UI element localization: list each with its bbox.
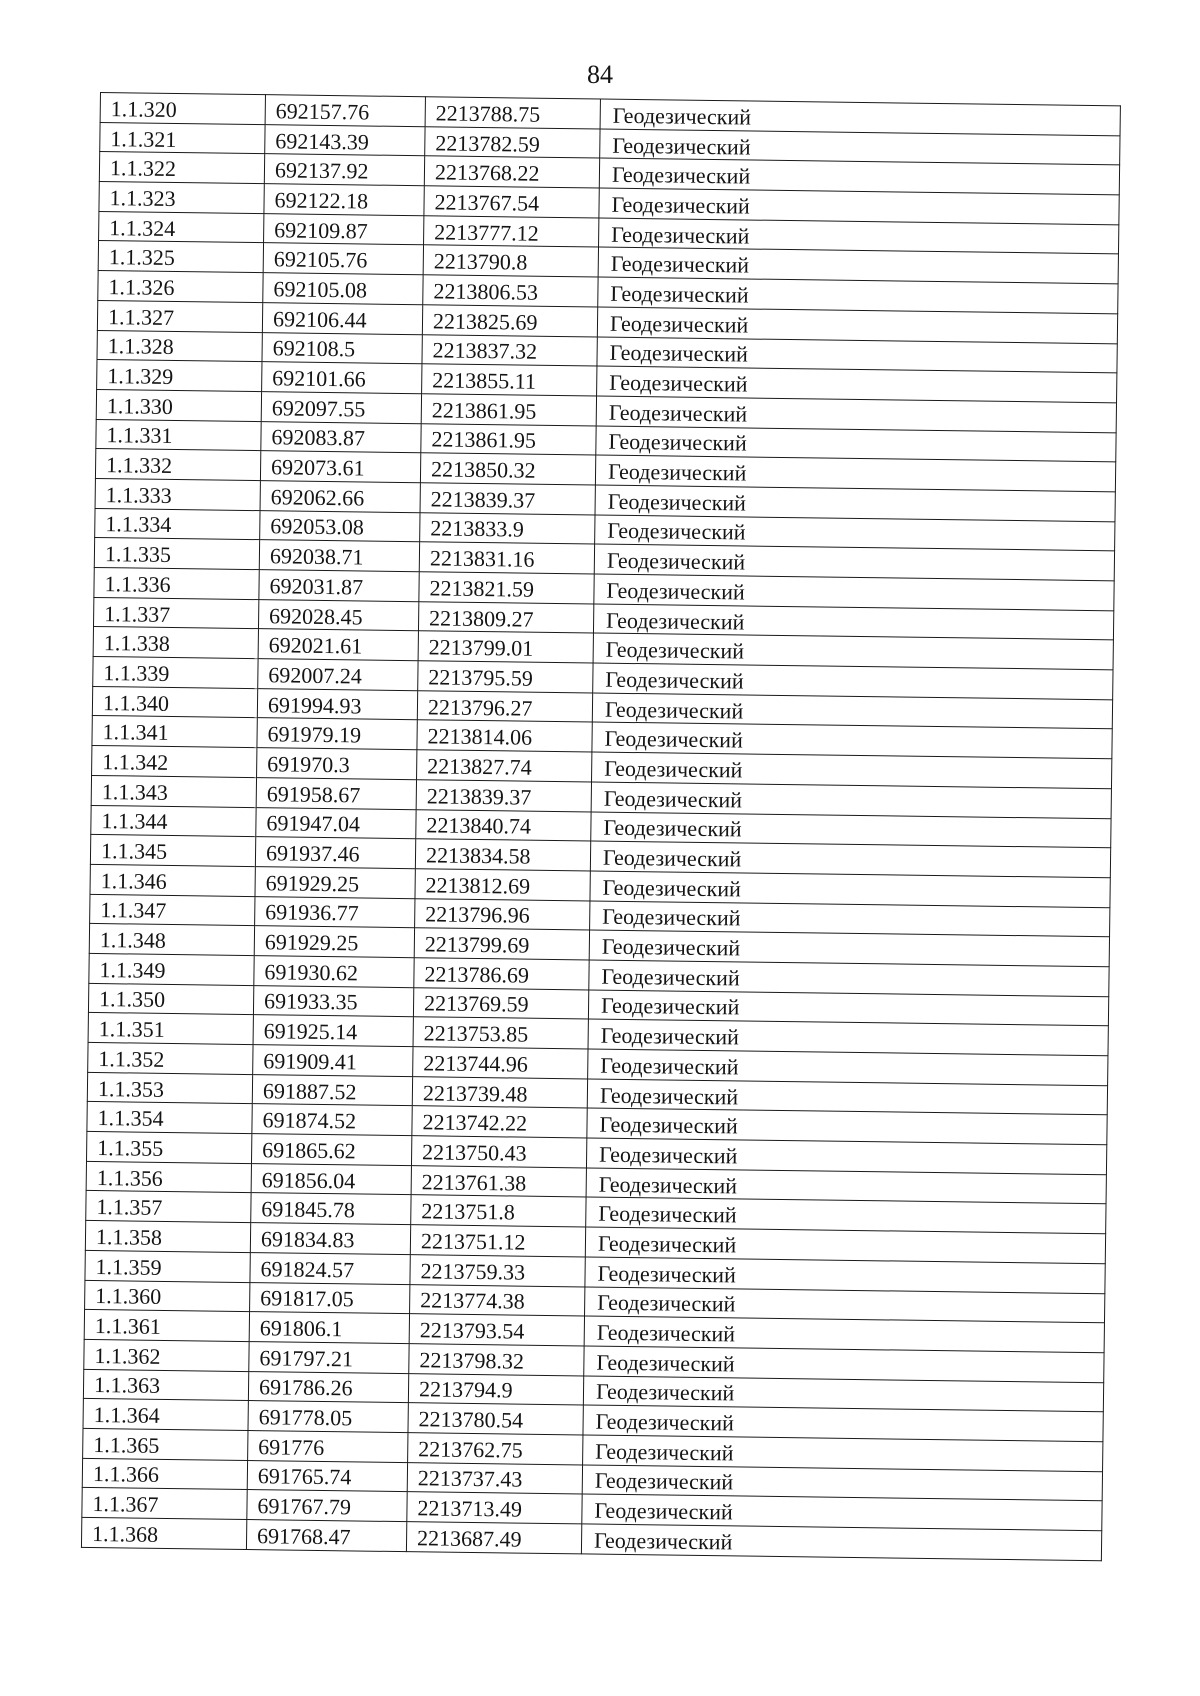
method-cell: Геодезический [583, 1376, 1103, 1412]
y-coordinate-cell: 2213840.74 [416, 809, 591, 841]
x-coordinate-cell: 691845.78 [251, 1193, 411, 1225]
method-cell: Геодезический [593, 663, 1113, 699]
point-id-cell: 1.1.343 [91, 775, 256, 807]
x-coordinate-cell: 691817.05 [250, 1282, 410, 1314]
x-coordinate-cell: 692157.76 [265, 95, 425, 127]
method-cell: Геодезический [599, 188, 1119, 224]
point-id-cell: 1.1.322 [99, 152, 264, 184]
point-id-cell: 1.1.350 [88, 983, 253, 1015]
x-coordinate-cell: 692031.87 [259, 570, 419, 602]
method-cell: Геодезический [591, 811, 1111, 847]
y-coordinate-cell: 2213806.53 [423, 275, 598, 307]
x-coordinate-cell: 691856.04 [251, 1163, 411, 1195]
x-coordinate-cell: 691778.05 [248, 1401, 408, 1433]
method-cell: Геодезический [596, 426, 1116, 462]
y-coordinate-cell: 2213782.59 [425, 126, 600, 158]
y-coordinate-cell: 2213839.37 [416, 780, 591, 812]
method-cell: Геодезический [597, 366, 1117, 402]
x-coordinate-cell: 691970.3 [257, 748, 417, 780]
method-cell: Геодезический [586, 1197, 1106, 1233]
y-coordinate-cell: 2213751.8 [411, 1195, 586, 1227]
point-id-cell: 1.1.363 [83, 1369, 248, 1401]
point-id-cell: 1.1.360 [85, 1280, 250, 1312]
method-cell: Геодезический [599, 158, 1119, 194]
x-coordinate-cell: 691776 [248, 1430, 408, 1462]
y-coordinate-cell: 2213774.38 [410, 1284, 585, 1316]
y-coordinate-cell: 2213713.49 [407, 1492, 582, 1524]
y-coordinate-cell: 2213737.43 [407, 1462, 582, 1494]
x-coordinate-cell: 691937.46 [255, 837, 415, 869]
method-cell: Геодезический [589, 960, 1109, 996]
method-cell: Геодезический [586, 1138, 1106, 1174]
y-coordinate-cell: 2213761.38 [411, 1165, 586, 1197]
y-coordinate-cell: 2213798.32 [409, 1344, 584, 1376]
point-id-cell: 1.1.366 [82, 1458, 247, 1490]
x-coordinate-cell: 691930.62 [254, 956, 414, 988]
point-id-cell: 1.1.334 [95, 508, 260, 540]
method-cell: Геодезический [594, 544, 1114, 580]
x-coordinate-cell: 692007.24 [258, 659, 418, 691]
point-id-cell: 1.1.327 [97, 300, 262, 332]
point-id-cell: 1.1.335 [94, 538, 259, 570]
coordinates-table [81, 92, 1121, 1561]
x-coordinate-cell: 691979.19 [257, 718, 417, 750]
point-id-cell: 1.1.330 [96, 389, 261, 421]
x-coordinate-cell: 692101.66 [262, 362, 422, 394]
x-coordinate-cell: 692106.44 [262, 302, 422, 334]
y-coordinate-cell: 2213786.69 [414, 958, 589, 990]
x-coordinate-cell: 692143.39 [265, 124, 425, 156]
point-id-cell: 1.1.347 [90, 894, 255, 926]
x-coordinate-cell: 691947.04 [256, 807, 416, 839]
x-coordinate-cell: 691994.93 [257, 688, 417, 720]
method-cell: Геодезический [586, 1168, 1106, 1204]
y-coordinate-cell: 2213790.8 [423, 245, 598, 277]
point-id-cell: 1.1.320 [100, 93, 265, 125]
method-cell: Геодезический [584, 1316, 1104, 1352]
point-id-cell: 1.1.328 [97, 330, 262, 362]
x-coordinate-cell: 692122.18 [264, 184, 424, 216]
x-coordinate-cell: 692105.76 [263, 243, 423, 275]
point-id-cell: 1.1.339 [93, 657, 258, 689]
x-coordinate-cell: 692108.5 [262, 332, 422, 364]
x-coordinate-cell: 691834.83 [250, 1223, 410, 1255]
x-coordinate-cell: 691768.47 [246, 1520, 406, 1552]
page-number-text: 84 [587, 60, 613, 89]
point-id-cell: 1.1.323 [99, 182, 264, 214]
x-coordinate-cell: 691929.25 [255, 866, 415, 898]
point-id-cell: 1.1.368 [81, 1517, 246, 1549]
method-cell: Геодезический [584, 1346, 1104, 1382]
y-coordinate-cell: 2213739.48 [412, 1076, 587, 1108]
x-coordinate-cell: 692083.87 [261, 421, 421, 453]
x-coordinate-cell: 692021.61 [258, 629, 418, 661]
y-coordinate-cell: 2213831.16 [419, 542, 594, 574]
x-coordinate-cell: 692053.08 [260, 510, 420, 542]
point-id-cell: 1.1.326 [98, 271, 263, 303]
x-coordinate-cell: 692028.45 [258, 599, 418, 631]
y-coordinate-cell: 2213839.37 [420, 483, 595, 515]
method-cell: Геодезический [592, 752, 1112, 788]
point-id-cell: 1.1.367 [82, 1488, 247, 1520]
point-id-cell: 1.1.338 [93, 627, 258, 659]
point-id-cell: 1.1.359 [85, 1250, 250, 1282]
method-cell: Геодезический [595, 515, 1115, 551]
method-cell: Геодезический [590, 871, 1110, 907]
x-coordinate-cell: 692097.55 [261, 392, 421, 424]
point-id-cell: 1.1.354 [87, 1102, 252, 1134]
y-coordinate-cell: 2213799.01 [418, 631, 593, 663]
x-coordinate-cell: 691929.25 [254, 926, 414, 958]
point-id-cell: 1.1.352 [88, 1042, 253, 1074]
y-coordinate-cell: 2213827.74 [417, 750, 592, 782]
y-coordinate-cell: 2213794.9 [408, 1373, 583, 1405]
y-coordinate-cell: 2213742.22 [412, 1106, 587, 1138]
x-coordinate-cell: 691887.52 [252, 1074, 412, 1106]
method-cell: Геодезический [597, 307, 1117, 343]
method-cell: Геодезический [597, 337, 1117, 373]
method-cell: Геодезический [590, 901, 1110, 937]
point-id-cell: 1.1.329 [97, 360, 262, 392]
y-coordinate-cell: 2213768.22 [424, 156, 599, 188]
y-coordinate-cell: 2213767.54 [424, 186, 599, 218]
method-cell: Геодезический [582, 1494, 1102, 1530]
y-coordinate-cell: 2213814.06 [417, 720, 592, 752]
page-number [0, 60, 1200, 90]
y-coordinate-cell: 2213812.69 [415, 869, 590, 901]
point-id-cell: 1.1.351 [88, 1013, 253, 1045]
method-cell: Геодезический [588, 1049, 1108, 1085]
method-cell: Геодезический [590, 841, 1110, 877]
point-id-cell: 1.1.345 [90, 835, 255, 867]
method-cell: Геодезический [592, 722, 1112, 758]
method-cell: Геодезический [592, 693, 1112, 729]
x-coordinate-cell: 692105.08 [263, 273, 423, 305]
method-cell: Геодезический [593, 604, 1113, 640]
method-cell: Геодезический [588, 1019, 1108, 1055]
method-cell: Геодезический [600, 129, 1120, 165]
y-coordinate-cell: 2213850.32 [420, 453, 595, 485]
method-cell: Геодезический [582, 1465, 1102, 1501]
y-coordinate-cell: 2213687.49 [406, 1522, 581, 1554]
method-cell: Геодезический [598, 277, 1118, 313]
x-coordinate-cell: 691936.77 [255, 896, 415, 928]
y-coordinate-cell: 2213821.59 [419, 572, 594, 604]
method-cell: Геодезический [595, 455, 1115, 491]
y-coordinate-cell: 2213780.54 [408, 1403, 583, 1435]
y-coordinate-cell: 2213855.11 [422, 364, 597, 396]
method-cell: Геодезический [596, 396, 1116, 432]
point-id-cell: 1.1.355 [87, 1131, 252, 1163]
x-coordinate-cell: 691909.41 [253, 1045, 413, 1077]
point-id-cell: 1.1.325 [98, 241, 263, 273]
x-coordinate-cell: 691806.1 [249, 1312, 409, 1344]
method-cell: Геодезический [591, 782, 1111, 818]
point-id-cell: 1.1.321 [100, 122, 265, 154]
method-cell: Геодезический [587, 1108, 1107, 1144]
point-id-cell: 1.1.324 [99, 211, 264, 243]
point-id-cell: 1.1.348 [89, 924, 254, 956]
method-cell: Геодезический [599, 218, 1119, 254]
x-coordinate-cell: 692137.92 [264, 154, 424, 186]
point-id-cell: 1.1.357 [86, 1191, 251, 1223]
x-coordinate-cell: 692073.61 [260, 451, 420, 483]
method-cell: Геодезический [594, 574, 1114, 610]
table-body [81, 93, 1120, 1561]
y-coordinate-cell: 2213799.69 [414, 928, 589, 960]
x-coordinate-cell: 691824.57 [250, 1252, 410, 1284]
coordinates-table-container [81, 92, 1120, 1561]
point-id-cell: 1.1.364 [83, 1399, 248, 1431]
x-coordinate-cell: 691865.62 [251, 1134, 411, 1166]
point-id-cell: 1.1.337 [93, 597, 258, 629]
method-cell: Геодезический [583, 1405, 1103, 1441]
method-cell: Геодезический [588, 990, 1108, 1026]
method-cell: Геодезический [585, 1286, 1105, 1322]
y-coordinate-cell: 2213750.43 [411, 1136, 586, 1168]
point-id-cell: 1.1.341 [92, 716, 257, 748]
x-coordinate-cell: 691874.52 [252, 1104, 412, 1136]
y-coordinate-cell: 2213861.95 [421, 394, 596, 426]
y-coordinate-cell: 2213793.54 [409, 1314, 584, 1346]
point-id-cell: 1.1.331 [96, 419, 261, 451]
x-coordinate-cell: 692062.66 [260, 481, 420, 513]
y-coordinate-cell: 2213744.96 [413, 1047, 588, 1079]
y-coordinate-cell: 2213762.75 [408, 1433, 583, 1465]
y-coordinate-cell: 2213809.27 [418, 601, 593, 633]
x-coordinate-cell: 691797.21 [249, 1341, 409, 1373]
y-coordinate-cell: 2213777.12 [424, 216, 599, 248]
y-coordinate-cell: 2213795.59 [418, 661, 593, 693]
y-coordinate-cell: 2213769.59 [413, 987, 588, 1019]
x-coordinate-cell: 691765.74 [247, 1460, 407, 1492]
point-id-cell: 1.1.353 [87, 1072, 252, 1104]
x-coordinate-cell: 691925.14 [253, 1015, 413, 1047]
method-cell: Геодезический [593, 633, 1113, 669]
point-id-cell: 1.1.362 [84, 1339, 249, 1371]
method-cell: Геодезический [587, 1079, 1107, 1115]
method-cell: Геодезический [581, 1524, 1101, 1560]
point-id-cell: 1.1.332 [95, 449, 260, 481]
point-id-cell: 1.1.344 [91, 805, 256, 837]
point-id-cell: 1.1.346 [90, 864, 255, 896]
y-coordinate-cell: 2213834.58 [415, 839, 590, 871]
method-cell: Геодезический [595, 485, 1115, 521]
point-id-cell: 1.1.349 [89, 953, 254, 985]
y-coordinate-cell: 2213759.33 [410, 1254, 585, 1286]
method-cell: Геодезический [585, 1257, 1105, 1293]
y-coordinate-cell: 2213751.12 [410, 1225, 585, 1257]
x-coordinate-cell: 691786.26 [248, 1371, 408, 1403]
point-id-cell: 1.1.340 [92, 686, 257, 718]
x-coordinate-cell: 691767.79 [247, 1490, 407, 1522]
method-cell: Геодезический [600, 99, 1120, 135]
y-coordinate-cell: 2213837.32 [422, 334, 597, 366]
y-coordinate-cell: 2213796.96 [415, 898, 590, 930]
y-coordinate-cell: 2213753.85 [413, 1017, 588, 1049]
y-coordinate-cell: 2213861.95 [421, 423, 596, 455]
y-coordinate-cell: 2213833.9 [420, 512, 595, 544]
y-coordinate-cell: 2213788.75 [425, 97, 600, 129]
point-id-cell: 1.1.356 [86, 1161, 251, 1193]
x-coordinate-cell: 692038.71 [259, 540, 419, 572]
method-cell: Геодезический [585, 1227, 1105, 1263]
y-coordinate-cell: 2213825.69 [422, 305, 597, 337]
y-coordinate-cell: 2213796.27 [417, 690, 592, 722]
point-id-cell: 1.1.358 [85, 1221, 250, 1253]
point-id-cell: 1.1.333 [95, 478, 260, 510]
point-id-cell: 1.1.342 [92, 746, 257, 778]
x-coordinate-cell: 691933.35 [253, 985, 413, 1017]
method-cell: Геодезический [583, 1435, 1103, 1471]
x-coordinate-cell: 691958.67 [256, 777, 416, 809]
point-id-cell: 1.1.336 [94, 567, 259, 599]
point-id-cell: 1.1.365 [83, 1428, 248, 1460]
method-cell: Геодезический [589, 930, 1109, 966]
x-coordinate-cell: 692109.87 [264, 213, 424, 245]
method-cell: Геодезический [598, 247, 1118, 283]
point-id-cell: 1.1.361 [84, 1310, 249, 1342]
